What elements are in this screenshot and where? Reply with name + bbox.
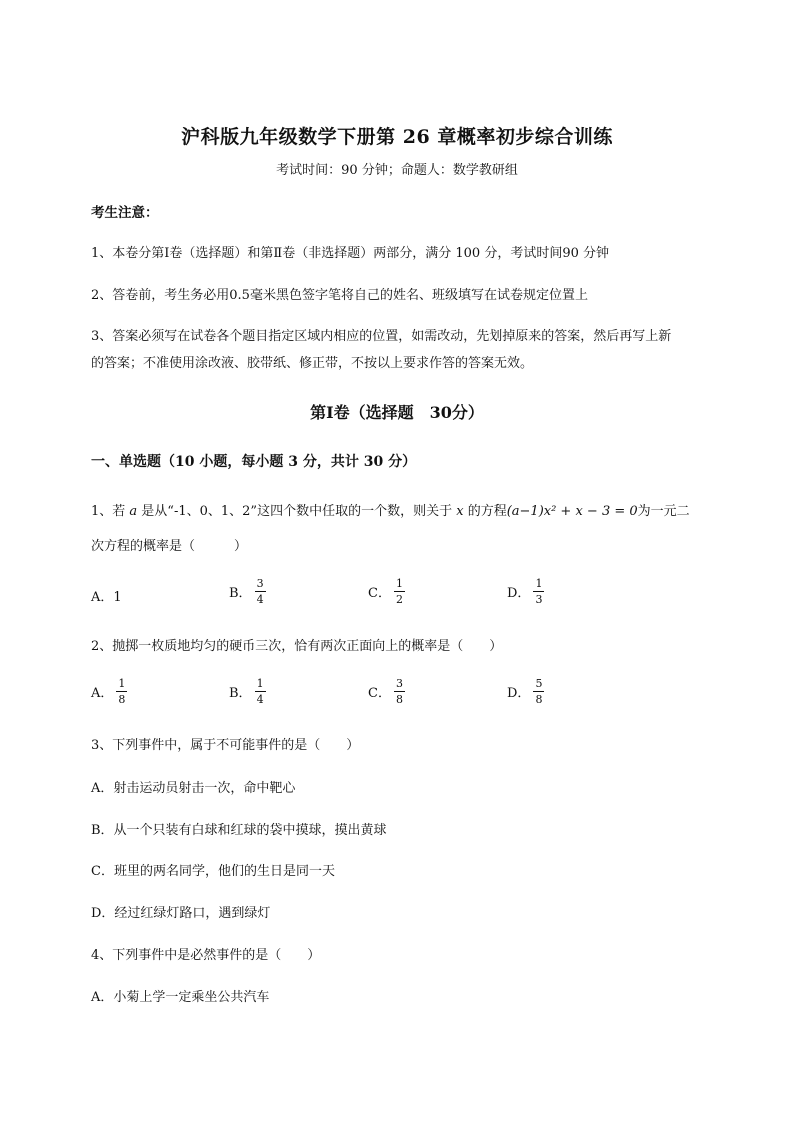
notice-item-3-line-1: 3、答案必须写在试卷各个题目指定区域内相应的位置，如需改动，先划掉原来的答案，然后再写上新 xyxy=(91,329,672,344)
fraction xyxy=(255,577,266,606)
fraction-denominator: 8 xyxy=(395,693,403,706)
fraction xyxy=(116,677,127,706)
page-subtitle: 考试时间：90 分钟；命题人：数学教研组 xyxy=(276,163,518,178)
section-title: 第Ⅰ卷（选择题 30分） xyxy=(310,403,484,422)
question-2-option-b xyxy=(229,677,266,706)
fraction-numerator: 1 xyxy=(535,577,543,590)
question-1-option-b xyxy=(229,577,266,606)
question-1-line-2: 次方程的概率是（ ） xyxy=(91,539,248,554)
option-letter: B． xyxy=(229,686,252,701)
question-1-option-c xyxy=(368,577,405,606)
option-letter: A． xyxy=(91,686,114,701)
question-1-var-a: a xyxy=(129,504,138,519)
option-letter: A． xyxy=(91,590,114,605)
fraction-numerator: 3 xyxy=(256,577,264,590)
fraction-denominator: 3 xyxy=(535,593,543,606)
question-1-line-1 xyxy=(91,500,690,519)
fraction xyxy=(533,577,544,606)
option-letter: D． xyxy=(507,586,531,601)
fraction-numerator: 5 xyxy=(535,677,543,690)
question-2-option-a xyxy=(91,677,127,706)
question-2-option-c xyxy=(368,677,405,706)
page-title: 沪科版九年级数学下册第 26 章概率初步综合训练 xyxy=(181,126,613,148)
question-4: 4、下列事件中是必然事件的是（ ） xyxy=(91,948,321,963)
fraction xyxy=(255,677,266,706)
question-4-option-a: A．小菊上学一定乘坐公共汽车 xyxy=(91,990,270,1005)
question-1-option-a xyxy=(91,586,122,605)
question-1-mid: 是从“-1、0、1、2”这四个数中任取的一个数，则关于 xyxy=(137,504,457,519)
fraction-numerator: 3 xyxy=(395,677,403,690)
fraction-denominator: 4 xyxy=(256,693,264,706)
notice-item-1: 1、本卷分第Ⅰ卷（选择题）和第Ⅱ卷（非选择题）两部分，满分 100 分，考试时间90 分钟 xyxy=(91,246,609,261)
fraction-denominator: 2 xyxy=(395,593,403,606)
option-letter: C． xyxy=(368,686,391,701)
option-letter: C． xyxy=(368,586,391,601)
question-3-option-a: A．射击运动员射击一次，命中靶心 xyxy=(91,781,296,796)
question-1-mid2: 的方程 xyxy=(463,504,507,519)
question-1-suffix: 为一元二 xyxy=(637,504,690,519)
notice-item-3-line-2: 的答案；不准使用涂改液、胶带纸、修正带，不按以上要求作答的答案无效。 xyxy=(91,356,534,371)
fraction xyxy=(394,577,405,606)
fraction-numerator: 1 xyxy=(118,677,126,690)
question-1-prefix: 1、若 xyxy=(91,504,130,519)
fraction xyxy=(394,677,405,706)
fraction-numerator: 1 xyxy=(395,577,403,590)
option-letter: B． xyxy=(229,586,252,601)
question-3-option-d: D．经过红绿灯路口，遇到绿灯 xyxy=(91,906,271,921)
option-letter: D． xyxy=(507,686,531,701)
fraction-denominator: 8 xyxy=(535,693,543,706)
fraction-numerator: 1 xyxy=(256,677,264,690)
question-3-option-b: B．从一个只装有白球和红球的袋中摸球，摸出黄球 xyxy=(91,823,387,838)
notice-item-2: 2、答卷前，考生务必用0.5毫米黑色签字笔将自己的姓名、班级填写在试卷规定位置上 xyxy=(91,288,588,303)
fraction-denominator: 4 xyxy=(256,593,264,606)
notice-heading: 考生注意： xyxy=(91,205,159,221)
question-1-option-d xyxy=(507,577,544,606)
question-2-option-d xyxy=(507,677,544,706)
question-2: 2、抛掷一枚质地均匀的硬币三次，恰有两次正面向上的概率是（ ） xyxy=(91,639,503,654)
question-3-option-c: C．班里的两名同学，他们的生日是同一天 xyxy=(91,864,335,879)
question-3: 3、下列事件中，属于不可能事件的是（ ） xyxy=(91,738,360,753)
question-1-equation: (a−1)x² + x − 3 = 0 xyxy=(506,504,638,519)
option-value: 1 xyxy=(113,590,122,605)
question-1-var-x: x xyxy=(456,504,464,519)
fraction-denominator: 8 xyxy=(118,693,126,706)
part-heading: 一、单选题（10 小题，每小题 3 分，共计 30 分） xyxy=(91,454,417,470)
fraction xyxy=(533,677,544,706)
